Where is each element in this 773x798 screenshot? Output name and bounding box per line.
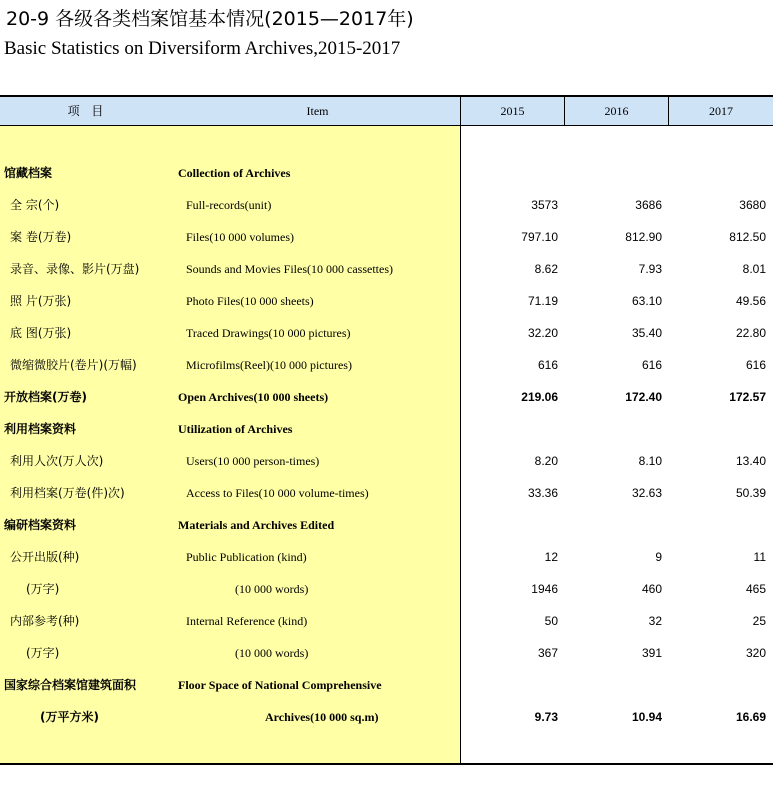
value-2016: 35.40 bbox=[631, 326, 662, 340]
row-label-en: Traced Drawings(10 000 pictures) bbox=[186, 326, 351, 340]
value-2017: 616 bbox=[745, 358, 766, 372]
value-2015: 9.73 bbox=[534, 710, 558, 724]
value-2015: 616 bbox=[537, 358, 558, 372]
table-row bbox=[0, 189, 773, 221]
table-row bbox=[0, 669, 773, 701]
value-2016: 10.94 bbox=[631, 710, 662, 724]
row-label-cn: 馆藏档案 bbox=[4, 166, 53, 180]
value-2017: 22.80 bbox=[735, 326, 766, 340]
row-label-cn: 底 图(万张) bbox=[10, 326, 72, 340]
value-2016: 7.93 bbox=[638, 262, 662, 276]
header-year-2016: 2016 bbox=[564, 97, 668, 125]
row-label-en: Internal Reference (kind) bbox=[186, 614, 308, 628]
row-label-cn: 内部参考(种) bbox=[10, 614, 80, 628]
row-label-cn: 微缩微胶片(卷片)(万幅) bbox=[10, 358, 137, 372]
table-row bbox=[0, 477, 773, 509]
row-label-cn: 案 卷(万卷) bbox=[10, 230, 72, 244]
value-2016: 391 bbox=[641, 646, 662, 660]
row-label-cn: 利用档案(万卷(件)次) bbox=[10, 486, 125, 500]
value-2017: 320 bbox=[745, 646, 766, 660]
value-2015: 219.06 bbox=[521, 390, 558, 404]
value-2016: 32.63 bbox=[631, 486, 662, 500]
value-2017: 50.39 bbox=[735, 486, 766, 500]
row-label-en: (10 000 words) bbox=[235, 646, 309, 660]
value-2016: 3686 bbox=[635, 198, 662, 212]
value-2015: 1946 bbox=[531, 582, 558, 596]
row-label-en: Full-records(unit) bbox=[186, 198, 272, 212]
row-label-en: (10 000 words) bbox=[235, 582, 309, 596]
row-label-en: Materials and Archives Edited bbox=[178, 518, 335, 532]
value-2015: 797.10 bbox=[521, 230, 558, 244]
value-2016: 32 bbox=[648, 614, 662, 628]
row-label-en: Archives(10 000 sq.m) bbox=[265, 710, 379, 724]
table-bottom-rule bbox=[0, 763, 773, 765]
row-label-cn: 公开出版(种) bbox=[10, 550, 80, 564]
value-2016: 460 bbox=[641, 582, 662, 596]
value-2015: 3573 bbox=[531, 198, 558, 212]
row-label-en: Sounds and Movies Files(10 000 cassettes) bbox=[186, 262, 393, 276]
row-label-en: Public Publication (kind) bbox=[186, 550, 307, 564]
row-label-cn: 利用人次(万人次) bbox=[10, 454, 104, 468]
value-2017: 465 bbox=[745, 582, 766, 596]
row-label-en: Utilization of Archives bbox=[178, 422, 293, 436]
row-label-cn: 录音、录像、影片(万盘) bbox=[10, 262, 140, 276]
table-title-cn: 20-9 各级各类档案馆基本情况(2015—2017年) bbox=[6, 8, 414, 30]
value-2016: 616 bbox=[641, 358, 662, 372]
row-label-en: Access to Files(10 000 volume-times) bbox=[186, 486, 369, 500]
statistics-table bbox=[0, 95, 773, 765]
table-row bbox=[0, 349, 773, 381]
table-row bbox=[0, 317, 773, 349]
table-header bbox=[0, 97, 773, 126]
table-row bbox=[0, 605, 773, 637]
table-row bbox=[0, 285, 773, 317]
row-label-cn: (万平方米) bbox=[40, 710, 99, 724]
value-2016: 8.10 bbox=[638, 454, 662, 468]
row-label-en: Photo Files(10 000 sheets) bbox=[186, 294, 314, 308]
value-2016: 172.40 bbox=[625, 390, 662, 404]
header-year-2015: 2015 bbox=[460, 97, 564, 125]
table-row bbox=[0, 637, 773, 669]
value-2017: 172.57 bbox=[729, 390, 766, 404]
value-2016: 9 bbox=[655, 550, 662, 564]
row-label-en: Microfilms(Reel)(10 000 pictures) bbox=[186, 358, 352, 372]
value-2016: 63.10 bbox=[631, 294, 662, 308]
value-2015: 8.20 bbox=[534, 454, 558, 468]
header-year-2017: 2017 bbox=[668, 97, 773, 125]
value-2017: 25 bbox=[752, 614, 766, 628]
table-title-en: Basic Statistics on Diversiform Archives,2015-2017 bbox=[4, 38, 401, 59]
row-label-en: Open Archives(10 000 sheets) bbox=[178, 390, 329, 404]
value-2017: 11 bbox=[753, 550, 766, 564]
table-row bbox=[0, 157, 773, 189]
row-label-cn: 照 片(万张) bbox=[10, 294, 72, 308]
value-2017: 812.50 bbox=[729, 230, 766, 244]
value-2015: 32.20 bbox=[527, 326, 558, 340]
table-row bbox=[0, 253, 773, 285]
header-item-cn: 项 目 bbox=[0, 97, 175, 125]
value-2017: 49.56 bbox=[735, 294, 766, 308]
table-row bbox=[0, 221, 773, 253]
row-label-cn: 全 宗(个) bbox=[10, 198, 60, 212]
value-2015: 367 bbox=[537, 646, 558, 660]
row-label-cn: (万字) bbox=[26, 646, 60, 660]
table-row bbox=[0, 381, 773, 413]
row-label-en: Collection of Archives bbox=[178, 166, 291, 180]
table-row bbox=[0, 573, 773, 605]
row-label-cn: 编研档案资料 bbox=[4, 518, 77, 532]
value-2017: 13.40 bbox=[735, 454, 766, 468]
row-label-cn: (万字) bbox=[26, 582, 60, 596]
table-row bbox=[0, 541, 773, 573]
header-item-en: Item bbox=[175, 97, 460, 125]
row-label-en: Users(10 000 person-times) bbox=[186, 454, 320, 468]
value-2015: 71.19 bbox=[527, 294, 558, 308]
value-2017: 3680 bbox=[739, 198, 766, 212]
value-2017: 8.01 bbox=[742, 262, 766, 276]
value-2015: 50 bbox=[544, 614, 558, 628]
table-row bbox=[0, 445, 773, 477]
value-2015: 33.36 bbox=[527, 486, 558, 500]
table-row bbox=[0, 701, 773, 733]
value-2015: 8.62 bbox=[534, 262, 558, 276]
value-2015: 12 bbox=[544, 550, 558, 564]
value-2017: 16.69 bbox=[735, 710, 766, 724]
table-row bbox=[0, 509, 773, 541]
row-label-cn: 国家综合档案馆建筑面积 bbox=[4, 678, 137, 692]
table-row bbox=[0, 413, 773, 445]
row-label-cn: 开放档案(万卷) bbox=[4, 390, 87, 404]
row-label-cn: 利用档案资料 bbox=[4, 422, 77, 436]
row-label-en: Floor Space of National Comprehensive bbox=[178, 678, 382, 692]
row-label-en: Files(10 000 volumes) bbox=[186, 230, 294, 244]
value-2016: 812.90 bbox=[625, 230, 662, 244]
